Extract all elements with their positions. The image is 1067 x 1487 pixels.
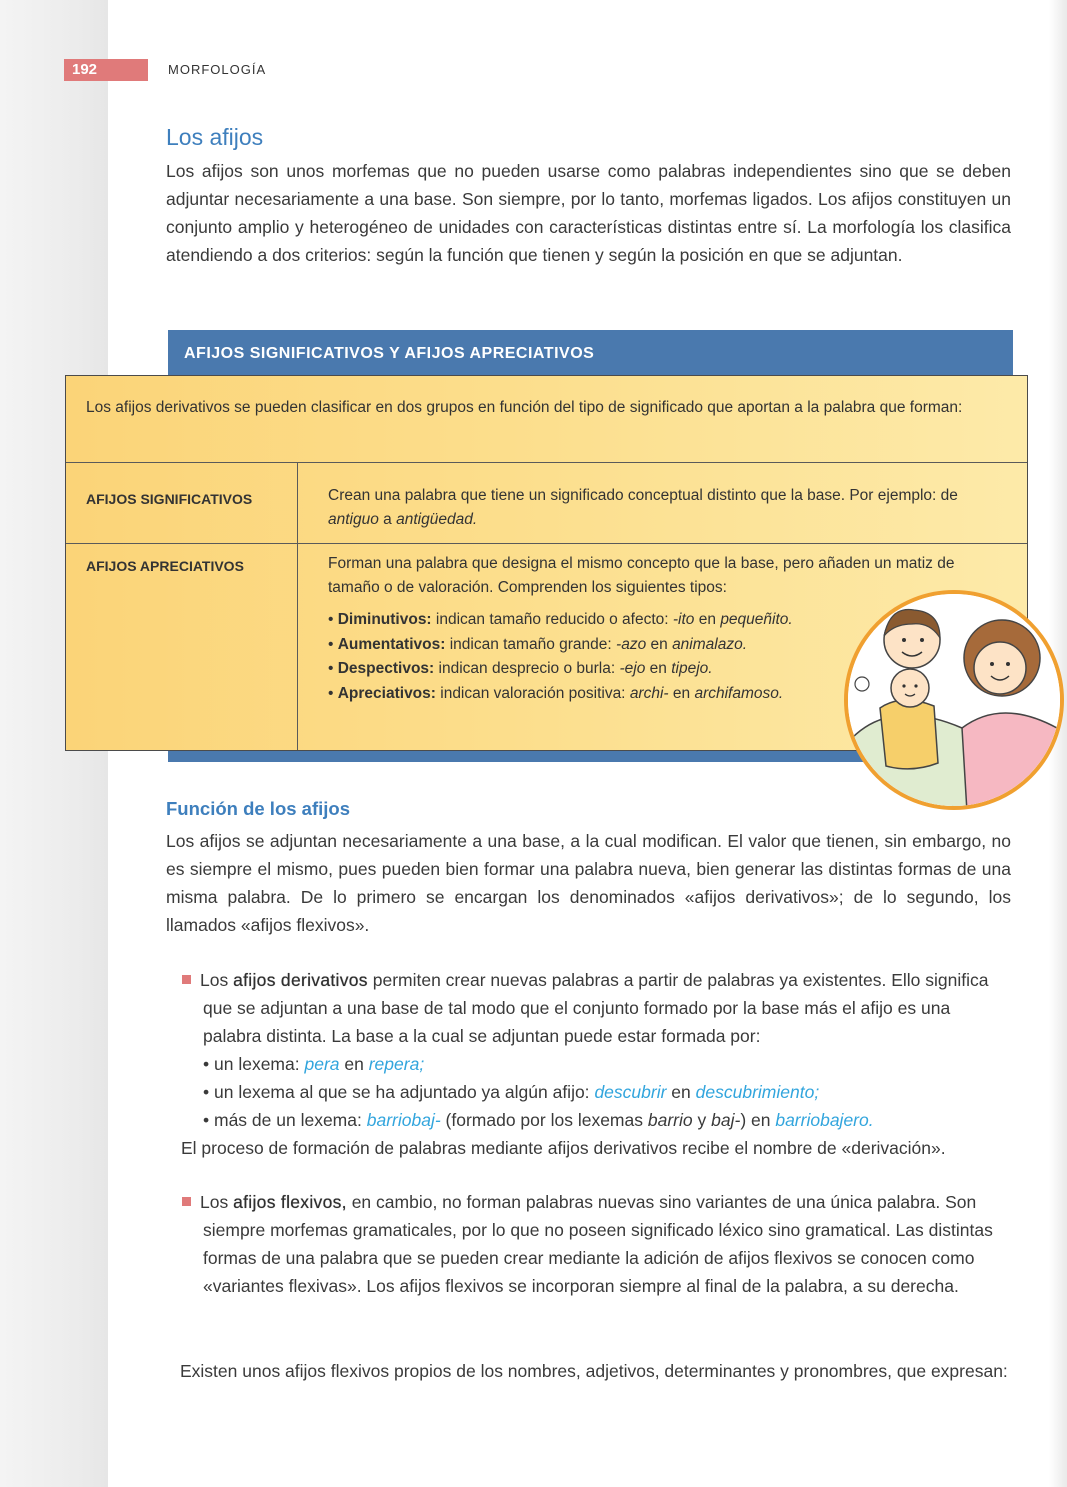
derivativos-block — [182, 966, 1012, 1162]
flexivos-paragraph: Los afijos flexivos, en cambio, no forman palabras nuevas sino variantes de una única palabra. Son siempre morfemas gramaticales, por lo que no poseen significado léxico sino gramatical. Las distintas formas de una palabra que se pueden crear mediante la adición de afijos flexivos se conocen como «variantes flexivas». Los afijos flexivos se incorporan siempre al final de la palabra, a su derecha. — [182, 1188, 1012, 1300]
funcion-paragraph: Los afijos se adjuntan necesariamente a una base, a la cual modifican. El valor que tienen, sin embargo, no es siempre el mismo, pues pueden bien formar una palabra nueva, bien generar las distintas formas de una misma palabra. De lo primero se encargan los denominados «afijos derivativos»; de lo segundo, los llamados «afijos flexivos». — [166, 831, 1011, 935]
derivativos-closing: El proceso de formación de palabras mediante afijos derivativos recibe el nombre de «derivación». — [181, 1138, 946, 1158]
final-paragraph: Existen unos afijos flexivos propios de los nombres, adjetivos, determinantes y pronombres, que expresan: — [180, 1361, 1008, 1381]
page-number: 192 — [64, 59, 148, 81]
box-intro: Los afijos derivativos se pueden clasificar en dos grupos en función del tipo de significado que aportan a la palabra que forman: — [86, 399, 963, 416]
list-item: • un lexema al que se ha adjuntado ya algún afijo: descubrir en descubrimiento; — [203, 1082, 820, 1102]
table-divider — [66, 543, 1027, 544]
intro-paragraph: Los afijos son unos morfemas que no pueden usarse como palabras independientes sino que se deben adjuntar necesariamente a una base. Son siempre, por lo tanto, morfemas ligados. Los afijos constituyen un conjunto amplio y heterogéneo de unidades con características distintas entre sí. La morfología los clasifica atendiendo a dos criterios: según la función que tienen y según la posición en que se adjuntan. — [166, 161, 1011, 265]
row-text-significativos: Crean una palabra que tiene un significado conceptual distinto que la base. Por ejemplo: de antiguo a antigüedad. — [328, 487, 958, 528]
row-label-significativos: AFIJOS SIGNIFICATIVOS — [86, 491, 253, 507]
row-text-apreciativos: Forman una palabra que designa el mismo concepto que la base, pero añaden un matiz de tamaño o de valoración. Comprenden los siguientes tipos: • Diminutivos: indican tamaño reducido o afecto: -ito en pequeñito. • Aumentativos: indican tamaño grande: -azo en animalazo. • Despectivos: indican desprecio o burla: -ejo en tipejo. • Apreciativos: indican valoración positiva: archi- en archifamoso. — [328, 552, 1008, 706]
section-label: MORFOLOGÍA — [168, 62, 267, 77]
row-label-apreciativos: AFIJOS APRECIATIVOS — [86, 558, 244, 574]
table-column-divider — [297, 463, 298, 750]
derivativos-sublist — [182, 1050, 1012, 1134]
list-item: • Aumentativos: indican tamaño grande: -azo en animalazo. — [328, 635, 748, 653]
table-divider — [66, 462, 1027, 463]
derivativos-paragraph: Los afijos derivativos permiten crear nuevas palabras a partir de palabras ya existentes. Ello significa que se adjuntan a una base de tal modo que el conjunto formado por la base más el afijo es una palabra distinta. La base a la cual se adjuntan puede estar formada por: — [182, 966, 1012, 1050]
list-item: • un lexema: pera en repera; — [203, 1054, 425, 1074]
list-item: • Diminutivos: indican tamaño reducido o afecto: -ito en pequeñito. — [328, 611, 793, 628]
page-title: Los afijos — [166, 124, 264, 150]
family-illustration — [842, 588, 1066, 812]
list-item: • Despectivos: indican desprecio o burla: -ejo en tipejo. — [328, 660, 713, 677]
square-bullet-icon — [182, 1197, 191, 1206]
section-subtitle: Función de los afijos — [166, 798, 350, 819]
square-bullet-icon — [182, 975, 191, 984]
flexivos-block — [182, 1188, 1012, 1300]
list-item: • Apreciativos: indican valoración positiva: archi- en archifamoso. — [328, 684, 784, 702]
list-item: • más de un lexema: barriobaj- (formado por los lexemas barrio y baj-) en barriobajero. — [203, 1110, 874, 1130]
box-header: AFIJOS SIGNIFICATIVOS Y AFIJOS APRECIATIVOS — [168, 330, 1013, 376]
